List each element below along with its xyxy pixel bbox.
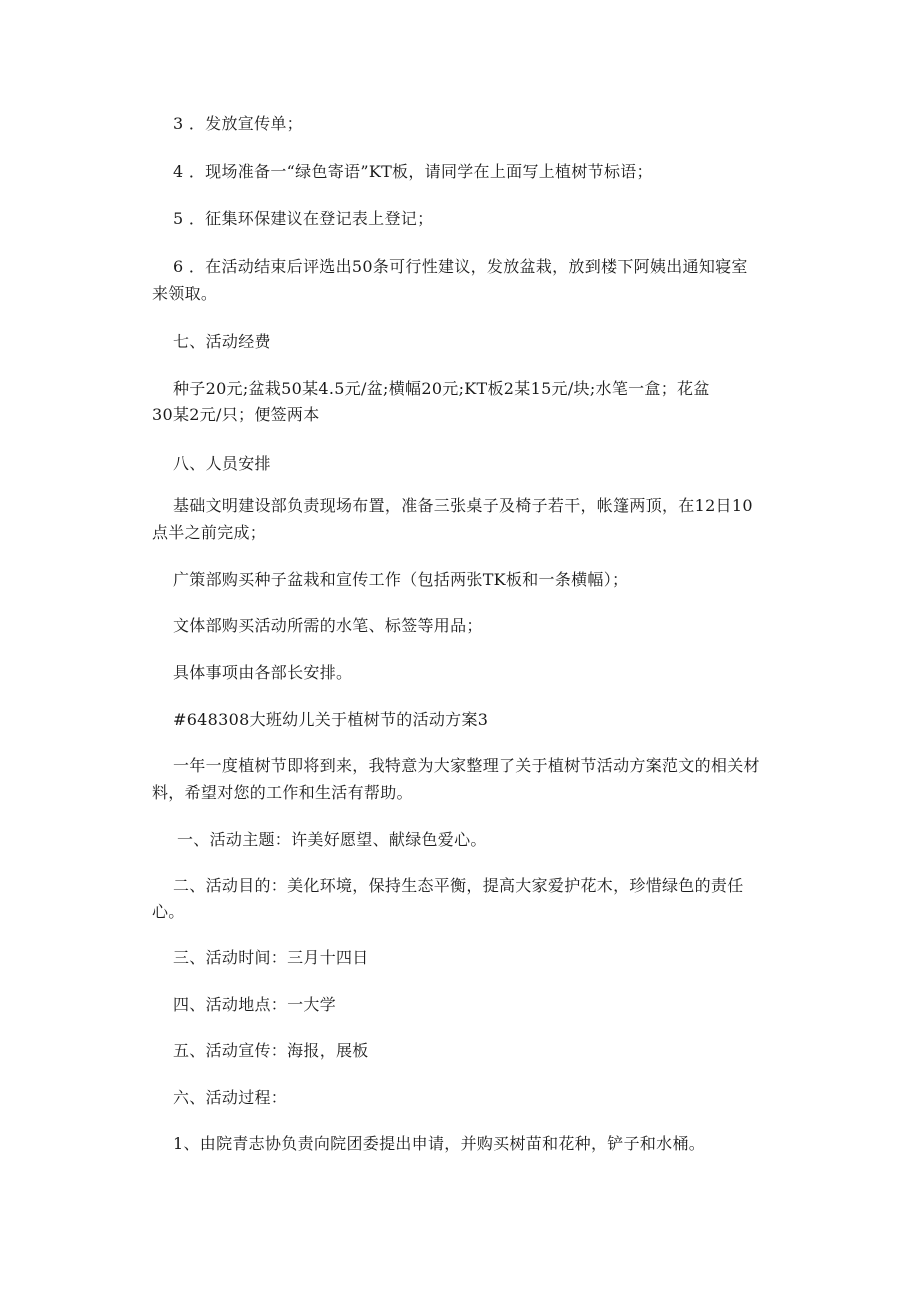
staffing-para2: 广策部购买种子盆栽和宣传工作（包括两张TK板和一条横幅）； xyxy=(173,570,629,589)
list-item-6-line1: 6 ．在活动结束后评选出50条可行性建议，发放盆栽，放到楼下阿姨出通知寝室 xyxy=(173,257,748,276)
staffing-para3: 文体部购买活动所需的水笔、标签等用品； xyxy=(173,616,483,635)
funding-line1: 种子20元;盆栽50某4.5元/盆;横幅20元;KT板2某15元/块;水笔一盒；花盆 xyxy=(173,379,710,398)
staffing-para4: 具体事项由各部长安排。 xyxy=(173,663,353,682)
list-item-4: 4 ．现场准备一“绿色寄语”KT板，请同学在上面写上植树节标语； xyxy=(173,162,653,181)
section-time: 三、活动时间：三月十四日 xyxy=(173,948,369,967)
intro-line2: 料，希望对您的工作和生活有帮助。 xyxy=(152,783,413,802)
section-heading-funding: 七、活动经费 xyxy=(173,332,271,351)
staffing-para1-line2: 点半之前完成； xyxy=(152,523,267,542)
section-theme: 一、活动主题：许美好愿望、献绿色爱心。 xyxy=(177,830,487,849)
funding-line2: 30某2元/只；便签两本 xyxy=(152,405,320,424)
intro-line1: 一年一度植树节即将到来，我特意为大家整理了关于植树节活动方案范文的相关材 xyxy=(173,756,760,775)
section-location: 四、活动地点：一大学 xyxy=(173,995,337,1014)
section-process: 六、活动过程： xyxy=(173,1088,288,1107)
section-purpose-line1: 二、活动目的：美化环境，保持生态平衡，提高大家爱护花木，珍惜绿色的责任 xyxy=(173,876,744,895)
plan-title: #648308大班幼儿关于植树节的活动方案3 xyxy=(173,710,489,729)
staffing-para1-line1: 基础文明建设部负责现场布置，准备三张桌子及椅子若干，帐篷两顶，在12日10 xyxy=(173,496,753,515)
list-item-6-line2: 来领取。 xyxy=(152,284,218,303)
list-item-3: 3 ．发放宣传单； xyxy=(173,114,303,133)
list-item-5: 5 ．征集环保建议在登记表上登记； xyxy=(173,209,434,228)
section-purpose-line2: 心。 xyxy=(152,902,185,921)
process-step-1: 1、由院青志协负责向院团委提出申请，并购买树苗和花种，铲子和水桶。 xyxy=(173,1134,706,1153)
section-heading-staffing: 八、人员安排 xyxy=(173,454,271,473)
section-publicity: 五、活动宣传：海报，展板 xyxy=(173,1041,369,1060)
